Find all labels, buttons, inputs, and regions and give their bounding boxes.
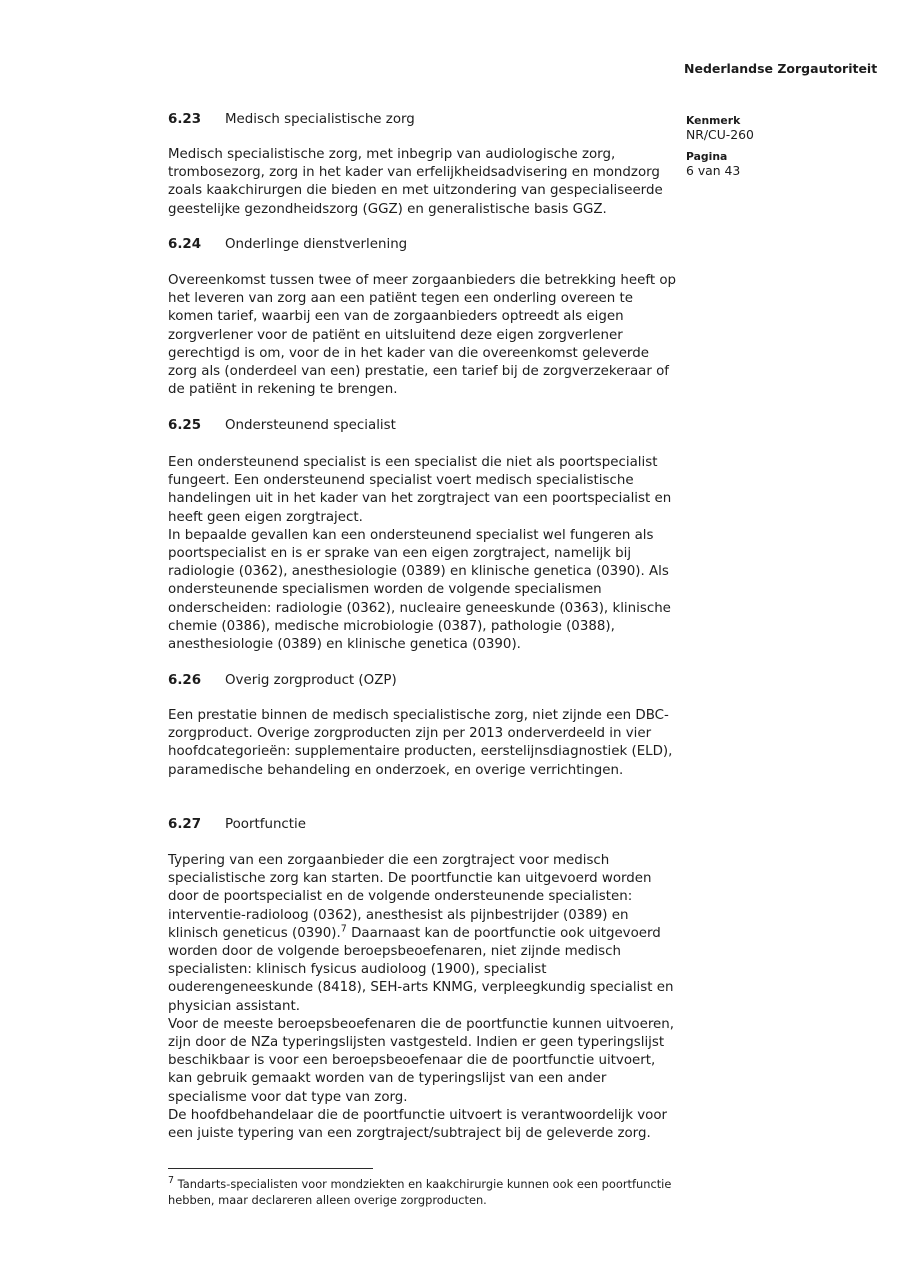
section-number: 6.25 <box>168 418 202 433</box>
section-body-6-23 <box>168 146 682 219</box>
paragraph-text: Daarnaast kan de poortfunctie ook uitgevoerd worden door de volgende beroepsbeoefenaren, niet zijnde medisch specialisten: klinisch fysicus audioloog (1900), specialist ouderengeneeskunde (8418), SEH-arts KNMG, verpleegkundig specialist en physician assistant. <box>168 925 674 1014</box>
paragraph: Voor de meeste beroepsbeoefenaren die de poortfunctie kunnen uitvoeren, zijn door de NZa typeringslijsten vastgesteld. Indien er geen typeringslijst beschikbaar is voor een beroepsbeoefenaar die de poortfunctie uitvoert, kan gebruik gemaakt worden van de typeringslijst van een ander specialisme voor dat type van zorg. <box>168 1016 675 1105</box>
paragraph <box>168 852 682 1016</box>
section-number: 6.27 <box>168 817 202 832</box>
paragraph: Overeenkomst tussen twee of meer zorgaanbieders die betrekking heeft op het leveren van zorg aan een patiënt tegen een onderling overeen te komen tarief, waarbij een van de zorgaanbieders optreedt als eigen zorgverlener voor de patiënt en uitsluitend deze eigen zorgverlener gerechtigd is om, voor de in het kader van die overeenkomst geleverde zorg als (onderdeel van een) prestatie, een tarief bij de zorgverzekeraar of de patiënt in rekening te brengen. <box>168 273 677 398</box>
organization-name: Nederlandse Zorgautoriteit <box>684 61 878 76</box>
paragraph: Een prestatie binnen de medisch specialistische zorg, niet zijnde een DBC-zorgproduct. Overige zorgproducten zijn per 2013 onderverdeeld in vier hoofdcategorieën: supplementaire producten, eerstelijnsdiagnostiek (ELD), paramedische behandeling en onderzoek, en overige verrichtingen. <box>168 708 673 778</box>
kenmerk-block <box>686 114 754 142</box>
section-number: 6.26 <box>168 673 202 688</box>
section-title: Poortfunctie <box>225 817 306 832</box>
section-heading-6-25 <box>168 417 682 435</box>
section-body-6-25 <box>168 454 682 654</box>
footnote-reference: 7 <box>340 923 347 935</box>
section-heading-6-26 <box>168 672 682 690</box>
section-heading-6-24 <box>168 236 682 254</box>
section-body-6-24 <box>168 272 682 399</box>
footnote-divider <box>168 1168 373 1169</box>
section-title: Medisch specialistische zorg <box>225 112 415 127</box>
footnote-marker: 7 <box>168 1175 175 1187</box>
paragraph: In bepaalde gevallen kan een ondersteunend specialist wel fungeren als poortspecialist en is er sprake van een eigen zorgtraject, namelijk bij radiologie (0362), anesthesiologie (0389) en klinische genetica (0390). Als ondersteunende specialismen worden de volgende specialismen onderscheiden: radiologie (0362), nucleaire geneeskunde (0363), klinische chemie (0386), medische microbiologie (0387), pathologie (0388), anesthesiologie (0389) en klinische genetica (0390). <box>168 527 671 653</box>
section-body-6-26 <box>168 707 682 780</box>
paragraph: De hoofdbehandelaar die de poortfunctie uitvoert is verantwoordelijk voor een juiste typering van een zorgtraject/subtraject bij de geleverde zorg. <box>168 1107 668 1142</box>
section-heading-6-27 <box>168 816 682 834</box>
section-title: Ondersteunend specialist <box>225 418 396 433</box>
paragraph-text: Typering van een zorgaanbieder die een zorgtraject voor medisch specialistische zorg kan starten. De poortfunctie kan uitgevoerd worden door de poortspecialist en de volgende ondersteunende specialisten: interventie-radioloog (0362), anesthesist als pijnbestrijder (0389) en klinisch geneticus (0390). <box>168 853 652 941</box>
pagina-block <box>686 150 740 178</box>
section-heading-6-23 <box>168 111 682 129</box>
pagina-label: Pagina <box>686 150 728 163</box>
section-title: Onderlinge dienstverlening <box>225 237 408 252</box>
section-number: 6.23 <box>168 112 202 127</box>
footnote-text: Tandarts-specialisten voor mondziekten en kaakchirurgie kunnen ook een poortfunctie hebben, maar declareren alleen overige zorgproducten. <box>168 1177 672 1207</box>
paragraph: Een ondersteunend specialist is een specialist die niet als poortspecialist fungeert. Een ondersteunend specialist voert medisch specialistische handelingen uit in het kader van het zorgtraject van een poortspecialist en heeft geen eigen zorgtraject. <box>168 455 672 525</box>
paragraph: Medisch specialistische zorg, met inbegrip van audiologische zorg, trombosezorg, zorg in het kader van erfelijkheidsadvisering en mondzorg zoals kaakchirurgen die bieden en met uitzondering van gespecialiseerde geestelijke gezondheidszorg (GGZ) en generalistische basis GGZ. <box>168 147 663 217</box>
kenmerk-label: Kenmerk <box>686 114 741 127</box>
pagina-value: 6 van 43 <box>686 163 741 178</box>
section-body-6-27 <box>168 852 682 1143</box>
footnote <box>168 1176 690 1208</box>
section-title: Overig zorgproduct (OZP) <box>225 673 397 688</box>
kenmerk-value: NR/CU-260 <box>686 127 754 142</box>
section-number: 6.24 <box>168 237 202 252</box>
